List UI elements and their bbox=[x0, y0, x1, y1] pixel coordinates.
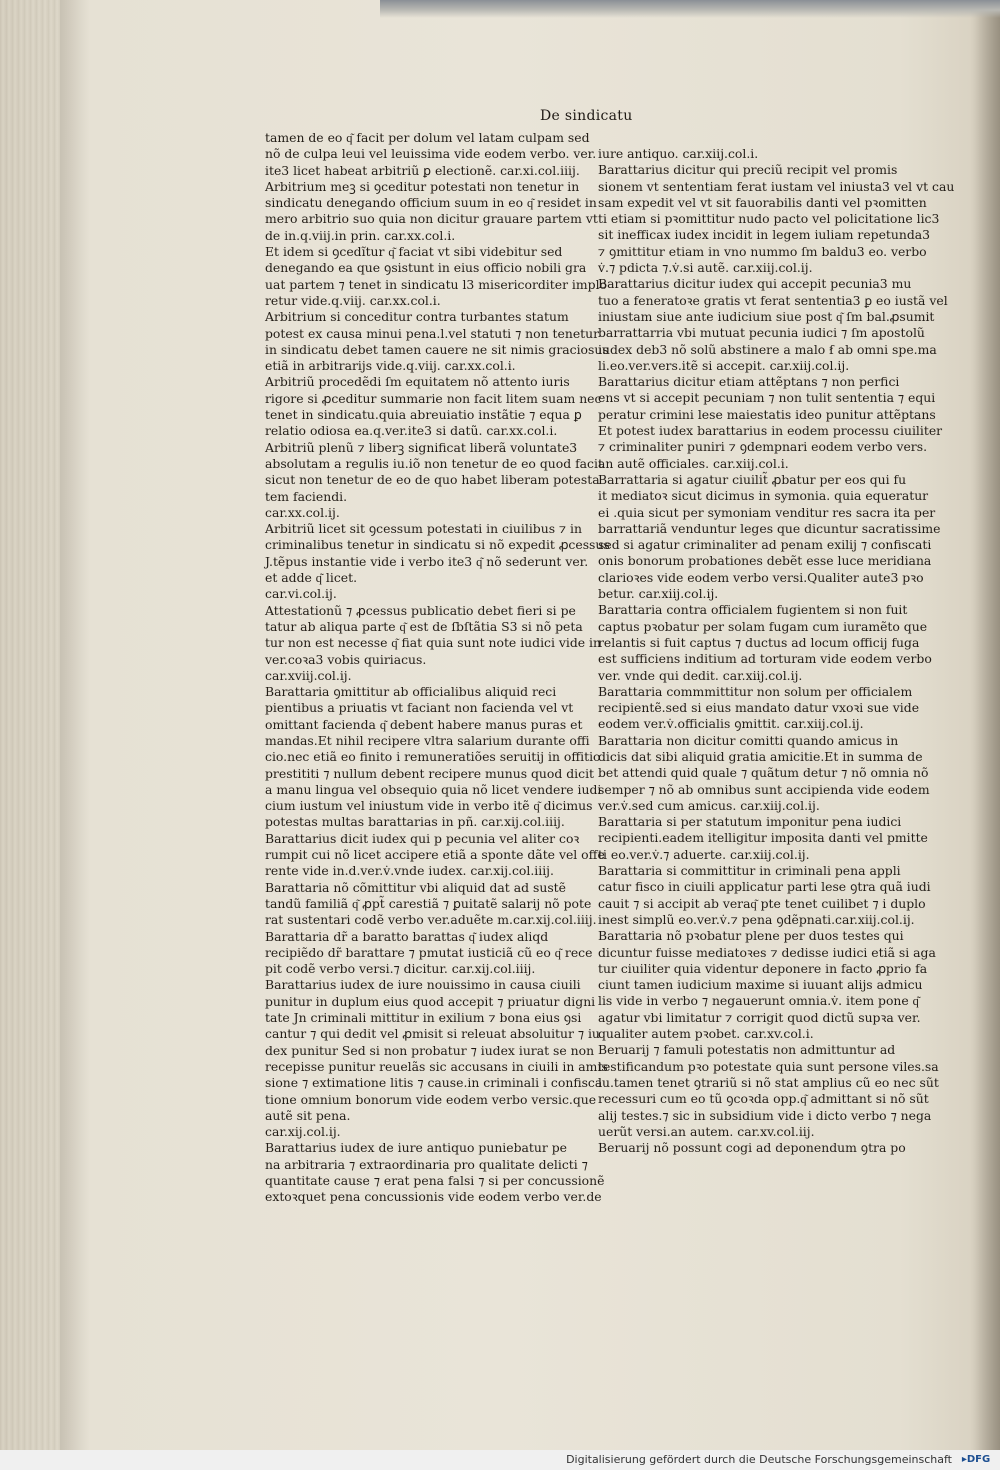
text-line: potestas multas barattarias in pñ. car.xij.col.iiij. bbox=[265, 814, 565, 830]
text-line: tur non est necesse q͂ fiat quia sunt note iudici vide in bbox=[265, 635, 601, 651]
text-line: Arbitriũ plenũ ⁊ liberꝫ significat liberã voluntate3 bbox=[265, 439, 578, 455]
text-line: Barattaria dr̃ a baratto barattas q͂ iudex aliqd bbox=[265, 928, 549, 944]
text-line: ⁊ criminaliter puniri ⁊ ꝯdempnari eodem verbo vers. bbox=[598, 439, 928, 455]
text-line: Barattaria ꝯmittitur ab officialibus aliquid reci bbox=[265, 684, 557, 700]
page-edge-shadow bbox=[970, 0, 1000, 1450]
text-line: car.vi.col.ij. bbox=[265, 586, 337, 602]
text-line: quantitate cause ⁊ erat pena falsi ⁊ si per concussionẽ bbox=[265, 1173, 605, 1188]
text-line: Beruarij nõ possunt cogi ad deponendum ꝯtra po bbox=[598, 1140, 906, 1156]
text-line: sam expedit vel vt sit fauorabilis danti vel pꝛomitten bbox=[598, 194, 927, 210]
text-line: ti etiam si pꝛomittitur nudo pacto vel policitatione lic3 bbox=[598, 211, 940, 227]
text-line: testificandum pꝛo potestate quia sunt persone viles.sa bbox=[598, 1058, 939, 1074]
text-line: semper ⁊ nõ ab omnibus sunt accipienda vide eodem bbox=[598, 781, 930, 797]
text-line: est sufficiens inditium ad torturam vide eodem verbo bbox=[598, 651, 932, 667]
text-line: bet attendi quid quale ⁊ quãtum detur ⁊ nõ omnia nõ bbox=[598, 765, 929, 781]
text-line: onis bonorum probationes debẽt esse luce meridiana bbox=[598, 553, 932, 569]
text-line: Et idem si ꝯcedĩtur q͂ faciat vt sibi videbitur sed bbox=[265, 244, 563, 260]
text-line: absolutam a regulis iu.iõ non tenetur de eo quod facit bbox=[265, 455, 603, 471]
text-line: alij testes.⁊ sic in subsidium vide i dicto verbo ⁊ nega bbox=[598, 1107, 932, 1123]
text-line: Barattaria si committitur in criminali pena appli bbox=[598, 863, 901, 879]
text-line: dicuntur fuisse mediatoꝛes ⁊ dedisse iudici etiã si aga bbox=[598, 944, 936, 960]
text-line: punitur in duplum eius quod accepit ⁊ priuatur digni bbox=[265, 993, 596, 1009]
text-line: Attestationũ ⁊ ꝓcessus publicatio debet fieri si pe bbox=[265, 602, 576, 618]
text-line: recipiẽdo dr̃ barattare ⁊ pmutat iusticiã cũ eo q͂ rece bbox=[265, 944, 593, 960]
text-line: lis vide in verbo ⁊ negauerunt omnia.v̇. item pone q͂ bbox=[598, 993, 919, 1009]
page-gutter bbox=[0, 0, 60, 1450]
text-line: sed si agatur criminaliter ad penam exilij ⁊ confiscati bbox=[598, 537, 932, 553]
text-line: uerũt versi.an autem. car.xv.col.iij. bbox=[598, 1123, 815, 1139]
left-text-column bbox=[265, 130, 610, 1206]
text-line: cauit ⁊ si accipit ab veraq͂ pte tenet cuilibet ⁊ i duplo bbox=[598, 895, 926, 911]
scan-top-strip bbox=[380, 0, 1000, 18]
text-line: cio.nec etiã eo finito i remuneratiões seruitij in offitio bbox=[265, 749, 601, 765]
text-line: J.tẽpus instantie vide i verbo ite3 q͂ nõ sederunt ver. bbox=[265, 553, 589, 569]
text-line: Et potest iudex barattarius in eodem processu ciuiliter bbox=[598, 423, 943, 439]
text-line: mero arbitrio suo quia non dicitur grauare partem vt bbox=[265, 211, 598, 227]
text-line: recipientẽ.sed si eius mandato datur vxoꝛi sue vide bbox=[598, 700, 920, 716]
text-line: inest simplũ eo.ver.v̇.⁊ pena ꝯdẽpnati.car.xiij.col.ij. bbox=[598, 911, 915, 927]
text-line: potest ex causa minui pena.l.vel statuti ⁊ non tenetur bbox=[265, 325, 600, 341]
text-line: rente vide in.d.ver.v̇.vnde iudex. car.xij.col.iiij. bbox=[265, 863, 554, 879]
text-line: ti eo.ver.v̇.⁊ aduerte. car.xiij.col.ij. bbox=[598, 846, 810, 862]
digitization-footer bbox=[0, 1450, 1000, 1470]
text-line: Barattarius dicit iudex qui p pecunia vel aliter coꝛ bbox=[265, 830, 580, 846]
text-line: mandas.Et nihil recipere vltra salarium durante offi bbox=[265, 732, 590, 748]
text-line: denegando ea que ꝯsistunt in eius officio nobili gra bbox=[265, 260, 587, 276]
text-line: pientibus a priuatis vt faciant non facienda vel vt bbox=[265, 700, 574, 716]
text-line: sione ⁊ extimatione litis ⁊ cause.in criminali i confisca bbox=[265, 1075, 603, 1091]
text-line: in sindicatu debet tamen cauere ne sit nimis graciosus bbox=[265, 341, 609, 357]
text-line: Arbitrium meꝫ si ꝯceditur potestati non tenetur in bbox=[265, 178, 580, 194]
text-line: omittant facienda q͂ debent habere manus puras et bbox=[265, 716, 583, 732]
text-line: nõ de culpa leui vel leuissima vide eodem verbo. ver. bbox=[265, 146, 597, 162]
text-line: sicut non tenetur de eo de quo habet liberam potesta bbox=[265, 472, 600, 488]
text-line: v̇.⁊ pdicta ⁊.v̇.si autẽ. car.xiij.col.ij. bbox=[598, 260, 813, 276]
text-line: a manu lingua vel obsequio quia nõ licet vendere iudi bbox=[265, 781, 602, 797]
text-line: recessuri cum eo tũ ꝯcoꝛda opp.q͂ admittant si nõ sũt bbox=[598, 1091, 929, 1107]
text-line: ⁊ ꝯmittitur etiam in vno nummo ſm baldu3 eo. verbo bbox=[598, 243, 927, 259]
text-line: cium iustum vel iniustum vide in verbo itẽ q͂ dicimus bbox=[265, 798, 593, 814]
text-line: de in.q.viij.in prin. car.xx.col.i. bbox=[265, 227, 456, 243]
text-line: betur. car.xiij.col.ij. bbox=[598, 586, 719, 602]
text-line: ei .quia sicut per symoniam venditur res sacra ita per bbox=[598, 504, 936, 520]
text-line: Arbitriũ procedẽdi ſm equitatem nõ attento iuris bbox=[265, 374, 570, 390]
text-line: ciunt tamen iudicium maxime si iuuant alijs admicu bbox=[598, 977, 923, 993]
text-line: ite3 licet habeat arbitriũ ꝑ electionẽ. car.xi.col.iiij. bbox=[265, 162, 580, 178]
text-line: ver. vnde qui dedit. car.xiij.col.ij. bbox=[598, 667, 803, 683]
text-line: captus pꝛobatur per solam fugam cum iuramẽto que bbox=[598, 618, 928, 634]
text-line: li.eo.ver.vers.itẽ si accepit. car.xiij.col.ij. bbox=[598, 357, 850, 373]
text-line: pit codẽ verbo versi.⁊ dicitur. car.xij.col.iiij. bbox=[265, 961, 536, 977]
text-line: prestititi ⁊ nullum debent recipere munus quod dicit bbox=[265, 765, 595, 781]
text-line: Barattarius dicitur iudex qui accepit pecunia3 mu bbox=[598, 276, 912, 292]
text-line: Barattarius dicitur qui preciũ recipit vel promis bbox=[598, 162, 898, 178]
text-line: sit inefficax iudex incidit in legem iuliam repetunda3 bbox=[598, 227, 931, 243]
text-line: tur ciuiliter quia videntur deponere in facto ꝓprio fa bbox=[598, 960, 928, 976]
text-line: car.xij.col.ij. bbox=[265, 1124, 341, 1140]
text-line: Barattarius dicitur etiam attẽptans ⁊ non perfici bbox=[598, 374, 900, 390]
text-line: recepisse punitur reuelãs sic accusans in ciuili in amis bbox=[265, 1058, 608, 1074]
text-line: relatio odiosa ea.q.ver.ite3 si datũ. car.xx.col.i. bbox=[265, 423, 558, 439]
text-line: na arbitraria ⁊ extraordinaria pro qualitate delicti ⁊ bbox=[265, 1156, 588, 1172]
text-line: Barattaria nõ pꝛobatur plene per duos testes qui bbox=[598, 928, 904, 944]
text-line: rat sustentari codẽ verbo ver.aduẽte m.car.xij.col.iiij. bbox=[265, 912, 597, 928]
text-line: tuo a feneratoꝛe gratis vt ferat sententia3 ꝑ eo iustã vel bbox=[598, 292, 948, 308]
text-line: Arbitriũ licet sit ꝯcessum potestati in ciuilibus ⁊ in bbox=[265, 521, 582, 537]
text-line: retur vide.q.viij. car.xx.col.i. bbox=[265, 292, 441, 308]
text-line: sionem vt sententiam ferat iustam vel iniusta3 vel vt cau bbox=[598, 178, 955, 194]
text-line: tate Jn criminali mittitur in exilium ⁊ bona eius ꝯsi bbox=[265, 1010, 582, 1026]
text-line: Barrattaria si agatur ciuilit̃ ꝓbatur per eos qui fu bbox=[598, 471, 907, 487]
gutter-shadow bbox=[60, 0, 90, 1450]
text-line: criminalibus tenetur in sindicatu si nõ expedit ꝓcessus bbox=[265, 537, 610, 553]
text-line: ver.coꝛa3 vobis quiriacus. bbox=[265, 651, 427, 667]
text-line: barrattarria vbi mutuat pecunia iudici ⁊ ſm apostolũ bbox=[598, 325, 925, 341]
right-text-column bbox=[598, 146, 955, 1156]
text-line: tandũ familiã q͂ ꝓpt̃ carestiã ⁊ ꝑuitatẽ salarij nõ pote bbox=[265, 895, 592, 911]
text-line: Barattaria nõ cõmittitur vbi aliquid dat ad sustẽ bbox=[265, 879, 566, 895]
text-line: iudex deb3 nõ solũ abstinere a malo ẜ ab omni spe.ma bbox=[598, 341, 937, 357]
text-line: dex punitur Sed si non probatur ⁊ iudex iurat se non bbox=[265, 1042, 595, 1058]
text-line: agatur vbi limitatur ⁊ corrigit quod dictũ supꝛa ver. bbox=[598, 1009, 921, 1025]
text-line: clarioꝛes vide eodem verbo versi.Qualiter aute3 pꝛo bbox=[598, 569, 924, 585]
text-line: uat partem ⁊ tenet in sindicatu l3 misericorditer implo bbox=[265, 276, 608, 292]
text-line: qualiter autem pꝛobet. car.xv.col.i. bbox=[598, 1026, 814, 1042]
text-line: dicis dat sibi aliquid gratia amicitie.Et in summa de bbox=[598, 748, 923, 764]
dfg-logo-text: DFG bbox=[966, 1454, 991, 1465]
text-line: an autẽ officiales. car.xiij.col.i. bbox=[598, 455, 789, 471]
text-line: sindicatu denegando officium suum in eo q͂ residet in bbox=[265, 195, 597, 211]
text-line: peratur crimini lese maiestatis ideo punitur attẽptans bbox=[598, 406, 936, 422]
text-line: autẽ sit pena. bbox=[265, 1107, 351, 1123]
text-line: rumpit cui nõ licet accipere etiã a sponte dãte vel offe bbox=[265, 847, 605, 863]
text-line: tatur ab aliqua parte q͂ est de ſbſtãtia S3 si nõ peta bbox=[265, 618, 583, 634]
text-line: tamen de eo q͂ facit per dolum vel latam culpam sed bbox=[265, 130, 590, 145]
text-line: Barattaria non dicitur comitti quando amicus in bbox=[598, 732, 899, 748]
text-line: barrattariã venduntur leges que dicuntur sacratissime bbox=[598, 520, 941, 536]
text-line: iure antiquo. car.xiij.col.i. bbox=[598, 146, 759, 161]
text-line: recipienti.eadem itelligitur imposita danti vel pmitte bbox=[598, 830, 928, 846]
text-line: ens vt si accepit pecuniam ⁊ non tulit sententia ⁊ equi bbox=[598, 390, 936, 406]
text-line: catur fisco in ciuili applicatur parti lese ꝯtra quã iudi bbox=[598, 879, 931, 895]
running-head: De sindicatu bbox=[540, 108, 633, 124]
text-line: Barattaria si per statutum imponitur pena iudici bbox=[598, 814, 902, 830]
text-line: extoꝛquet pena concussionis vide eodem verbo ver.de bbox=[265, 1189, 602, 1205]
text-line: Beruarij ⁊ famuli potestatis non admittuntur ad bbox=[598, 1042, 896, 1058]
text-line: relantis si fuit captus ⁊ ductus ad locum officij fuga bbox=[598, 634, 920, 650]
text-line: car.xx.col.ij. bbox=[265, 504, 340, 520]
text-line: iniustam siue ante iudicium siue post q͂ ſm bal.ꝓsumit bbox=[598, 308, 935, 324]
text-line: cantur ⁊ qui dedit vel ꝓmisit si releuat absoluitur ⁊ iu bbox=[265, 1026, 600, 1042]
text-line: Barattarius iudex de iure nouissimo in causa ciuili bbox=[265, 977, 581, 993]
dfg-logo: ▸DFG bbox=[961, 1454, 991, 1465]
text-line: eodem ver.v̇.officialis ꝯmittit. car.xiij.col.ij. bbox=[598, 716, 864, 732]
text-line: Barattarius iudex de iure antiquo puniebatur pe bbox=[265, 1140, 567, 1156]
text-line: tem faciendi. bbox=[265, 488, 348, 504]
text-line: it mediatoꝛ sicut dicimus in symonia. quia equeratur bbox=[598, 488, 929, 504]
text-line: car.xviij.col.ij. bbox=[265, 667, 352, 683]
text-line: etiã in arbitrarijs vide.q.viij. car.xx.col.i. bbox=[265, 358, 516, 374]
text-line: lu.tamen tenet ꝯtrariũ si nõ stat amplius cũ eo nec sũt bbox=[598, 1074, 939, 1090]
text-line: tione omnium bonorum vide eodem verbo versic.que bbox=[265, 1091, 597, 1107]
text-line: ver.v̇.sed cum amicus. car.xiij.col.ij. bbox=[598, 797, 820, 813]
text-line: tenet in sindicatu.quia abreuiatio instãtie ⁊ equa ꝑ bbox=[265, 407, 582, 423]
text-line: rigore si ꝓceditur summarie non facit litem suam nec bbox=[265, 390, 602, 406]
funding-credit: Digitalisierung gefördert durch die Deutsche Forschungsgemeinschaft bbox=[566, 1453, 952, 1466]
text-line: Arbitrium si conceditur contra turbantes statum bbox=[265, 309, 569, 325]
text-line: et adde q͂ licet. bbox=[265, 570, 358, 586]
text-line: Barattaria contra officialem fugientem si non fuit bbox=[598, 602, 908, 618]
text-line: Barattaria commmittitur non solum per officialem bbox=[598, 683, 913, 699]
